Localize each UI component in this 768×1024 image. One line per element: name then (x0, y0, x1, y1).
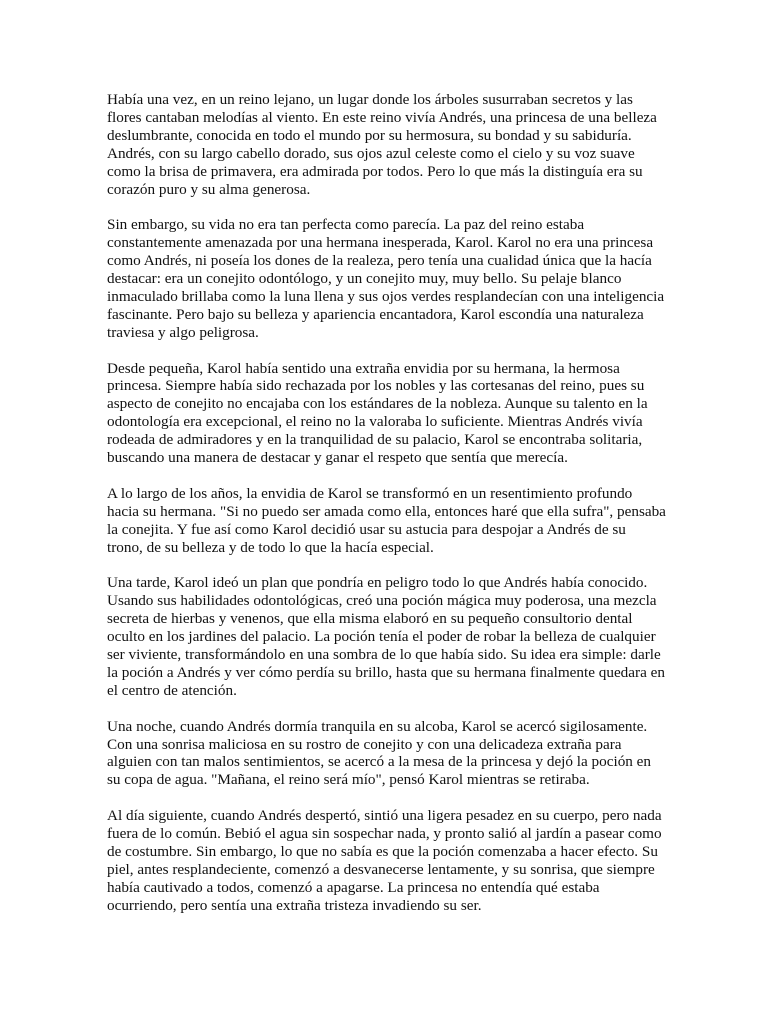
paragraph-4: A lo largo de los años, la envidia de Karol se transformó en un resentimiento profundo hacia su hermana. "Si no puedo ser amada como ella, entonces haré que ella sufra", pensaba la conejita. Y fue así como Karol decidió usar su astucia para despojar a Andrés de su trono, de su belleza y de todo lo que la hacía especial. (107, 484, 666, 556)
paragraph-3: Desde pequeña, Karol había sentido una extraña envidia por su hermana, la hermosa princesa. Siempre había sido rechazada por los nobles y las cortesanas del reino, pues su aspecto de conejito no encajaba con los estándares de la nobleza. Aunque su talento en la odontología era excepcional, el reino no la valoraba lo suficiente. Mientras Andrés vivía rodeada de admiradores y en la tranquilidad de su palacio, Karol se encontraba solitaria, buscando una manera de destacar y ganar el respeto que sentía que merecía. (107, 359, 648, 467)
paragraph-7: Al día siguiente, cuando Andrés despertó, sintió una ligera pesadez en su cuerpo, pero nada fuera de lo común. Bebió el agua sin sospechar nada, y pronto salió al jardín a pasear como de costumbre. Sin embargo, lo que no sabía es que la poción comenzaba a hacer efecto. Su piel, antes resplandeciente, comenzó a desvanecerse lentamente, y su sonrisa, que siempre había cautivado a todos, comenzó a apagarse. La princesa no entendía qué estaba ocurriendo, pero sentía una extraña tristeza invadiendo su ser. (107, 807, 662, 914)
paragraph-5: Una tarde, Karol ideó un plan que pondría en peligro todo lo que Andrés había conocido. Usando sus habilidades odontológicas, creó una poción mágica muy poderosa, una mezcla secreta de hierbas y venenos, que ella misma elaboró en su pequeño consultorio dental oculto en los jardines del palacio. La poción tenía el poder de robar la belleza de cualquier ser viviente, transformándolo en una sombra de lo que había sido. Su idea era simple: darle la poción a Andrés y ver cómo perdía su brillo, hasta que su hermana finalmente quedara en el centro de atención. (107, 574, 665, 699)
paragraph-6: Una noche, cuando Andrés dormía tranquila en su alcoba, Karol se acercó sigilosamente. Con una sonrisa maliciosa en su rostro de conejito y con una delicadeza extraña para alguien con tan malos sentimientos, se acercó a la mesa de la princesa y dejó la poción en su copa de agua. "Mañana, el reino será mío", pensó Karol mientras se retiraba. (107, 717, 652, 789)
paragraph-2: Sin embargo, su vida no era tan perfecta como parecía. La paz del reino estaba constantemente amenazada por una hermana inesperada, Karol. Karol no era una princesa como Andrés, ni poseía los dones de la realeza, pero tenía una cualidad única que la hacía destacar: era un conejito odontólogo, y un conejito muy, muy bello. Su pelaje blanco inmaculado brillaba como la luna llena y sus ojos verdes resplandecían con una inteligencia fascinante. Pero bajo su belleza y apariencia encantadora, Karol escondía una naturaleza traviesa y algo peligrosa. (107, 216, 665, 341)
document-page (107, 91, 667, 932)
paragraph-1: Había una vez, en un reino lejano, un lugar donde los árboles susurraban secretos y las flores cantaban melodías al viento. En este reino vivía Andrés, una princesa de una belleza deslumbrante, conocida en todo el mundo por su hermosura, su bondad y su sabiduría. Andrés, con su largo cabello dorado, sus ojos azul celeste como el cielo y su voz suave como la brisa de primavera, era admirada por todos. Pero lo que más la distinguía era su corazón puro y su alma generosa. (107, 91, 657, 198)
